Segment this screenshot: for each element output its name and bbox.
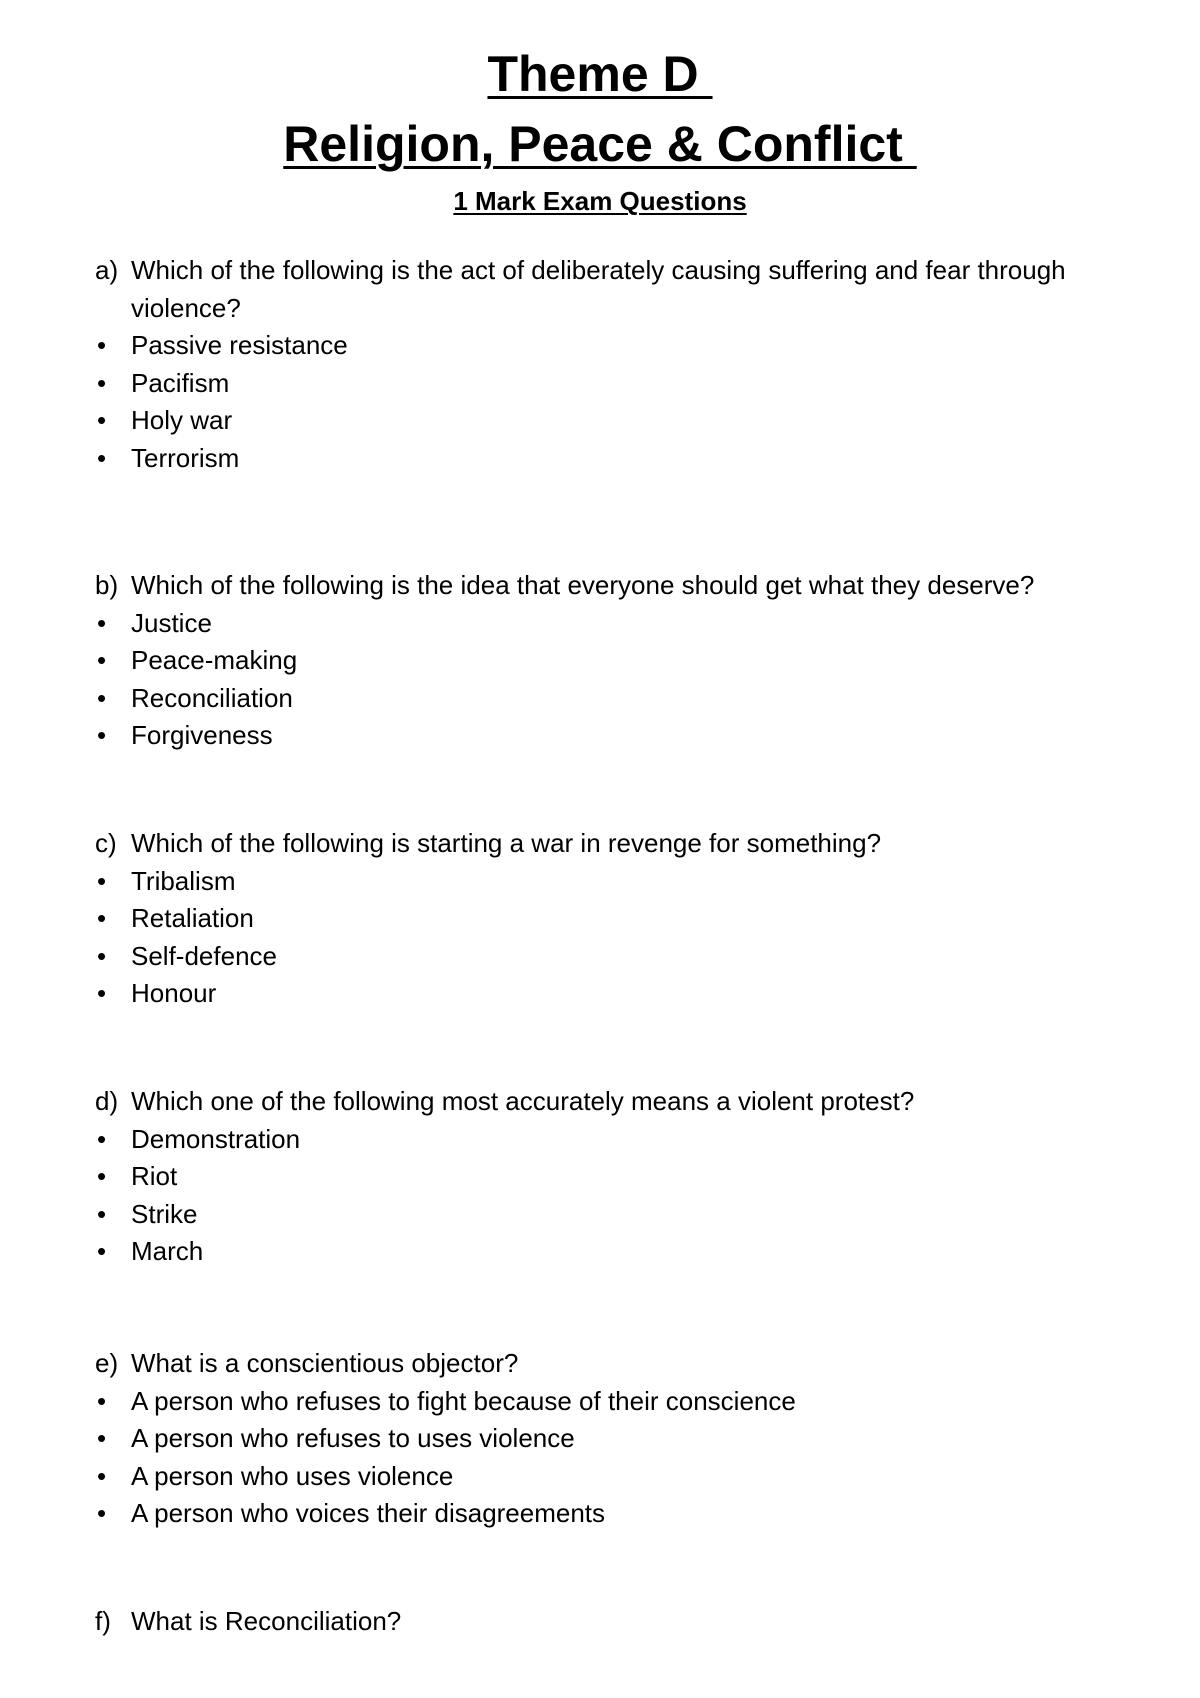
bullet-icon: [95, 440, 131, 478]
options-list: [95, 327, 1155, 477]
question-text: What is a conscientious objector?: [131, 1348, 519, 1378]
list-item: [95, 1458, 1155, 1496]
question-a: [95, 252, 1155, 477]
option-text: Reconciliation: [131, 682, 293, 713]
bullet-icon: [95, 680, 131, 718]
question-f: [95, 1603, 1155, 1641]
question-letter: a): [95, 255, 119, 285]
option-text: Peace-making: [131, 645, 298, 675]
question-letter: b): [95, 570, 119, 600]
bullet-icon: [95, 1121, 131, 1159]
list-item: [95, 1495, 1155, 1533]
list-item: [95, 402, 1155, 440]
option-text: Justice: [131, 607, 212, 638]
list-item: [95, 680, 1155, 718]
option-text: A person who voices their disagreements: [131, 1498, 606, 1528]
bullet-icon: [95, 717, 131, 755]
page-title: [0, 44, 1200, 104]
list-item: [95, 327, 1155, 365]
bullet-icon: [95, 365, 131, 403]
bullet-icon: [95, 1458, 131, 1496]
question-prompt: [95, 1603, 1155, 1641]
option-text: Demonstration: [131, 1123, 301, 1154]
bullet-icon: [95, 402, 131, 440]
list-item: [95, 440, 1155, 478]
list-item: [95, 1420, 1155, 1458]
question-prompt: [95, 567, 1155, 605]
list-item: [95, 1233, 1155, 1271]
option-text: Tribalism: [131, 865, 236, 896]
bullet-icon: [95, 1233, 131, 1271]
question-e: [95, 1345, 1155, 1533]
list-item: [95, 605, 1155, 643]
subtitle-text: 1 Mark Exam Questions: [453, 186, 747, 216]
question-c: [95, 825, 1155, 1013]
options-list: [95, 1121, 1155, 1271]
question-text: Which one of the following most accurately means a violent protest?: [131, 1086, 915, 1116]
option-text: A person who uses violence: [131, 1460, 454, 1491]
bullet-icon: [95, 938, 131, 976]
title-line-2: Religion, Peace & Conflict: [283, 116, 917, 172]
list-item: [95, 642, 1155, 680]
question-text: Which of the following is starting a war in revenge for something?: [131, 828, 882, 858]
list-item: [95, 365, 1155, 403]
question-d: [95, 1083, 1155, 1271]
option-text: Riot: [131, 1161, 178, 1191]
option-text: Forgiveness: [131, 720, 273, 750]
page-subtitle: [0, 186, 1200, 216]
options-list: [95, 1383, 1155, 1533]
bullet-icon: [95, 1495, 131, 1533]
option-text: Terrorism: [131, 442, 240, 473]
question-prompt: [95, 1345, 1155, 1383]
question-text: Which of the following is the act of deliberately causing suffering and fear through violence?: [131, 255, 1066, 323]
page-subject: [0, 114, 1200, 174]
list-item: [95, 717, 1155, 755]
list-item: [95, 1158, 1155, 1196]
question-letter: d): [95, 1086, 119, 1116]
option-text: Honour: [131, 978, 217, 1008]
list-item: [95, 1121, 1155, 1159]
option-text: Strike: [131, 1198, 198, 1229]
option-text: Pacifism: [131, 367, 230, 398]
option-text: March: [131, 1236, 204, 1266]
option-text: Self-defence: [131, 940, 277, 971]
question-prompt: [95, 1083, 1155, 1121]
bullet-icon: [95, 642, 131, 680]
question-prompt: [95, 825, 1155, 863]
question-letter: f): [95, 1606, 111, 1636]
option-text: Holy war: [131, 405, 233, 435]
question-prompt: [95, 252, 1155, 327]
option-text: A person who refuses to fight because of their conscience: [131, 1385, 796, 1416]
bullet-icon: [95, 1196, 131, 1234]
bullet-icon: [95, 863, 131, 901]
options-list: [95, 863, 1155, 1013]
list-item: [95, 1383, 1155, 1421]
bullet-icon: [95, 605, 131, 643]
options-list: [95, 605, 1155, 755]
list-item: [95, 975, 1155, 1013]
question-letter: e): [95, 1348, 119, 1378]
title-line-1: Theme D: [487, 46, 713, 102]
option-text: Retaliation: [131, 903, 254, 933]
question-b: [95, 567, 1155, 755]
question-text: What is Reconciliation?: [131, 1606, 402, 1636]
question-text: Which of the following is the idea that everyone should get what they deserve?: [131, 570, 1035, 600]
list-item: [95, 863, 1155, 901]
list-item: [95, 1196, 1155, 1234]
bullet-icon: [95, 900, 131, 938]
bullet-icon: [95, 1383, 131, 1421]
bullet-icon: [95, 975, 131, 1013]
bullet-icon: [95, 327, 131, 365]
list-item: [95, 900, 1155, 938]
bullet-icon: [95, 1158, 131, 1196]
question-letter: c): [95, 828, 117, 858]
list-item: [95, 938, 1155, 976]
bullet-icon: [95, 1420, 131, 1458]
option-text: Passive resistance: [131, 330, 348, 360]
option-text: A person who refuses to uses violence: [131, 1423, 575, 1453]
